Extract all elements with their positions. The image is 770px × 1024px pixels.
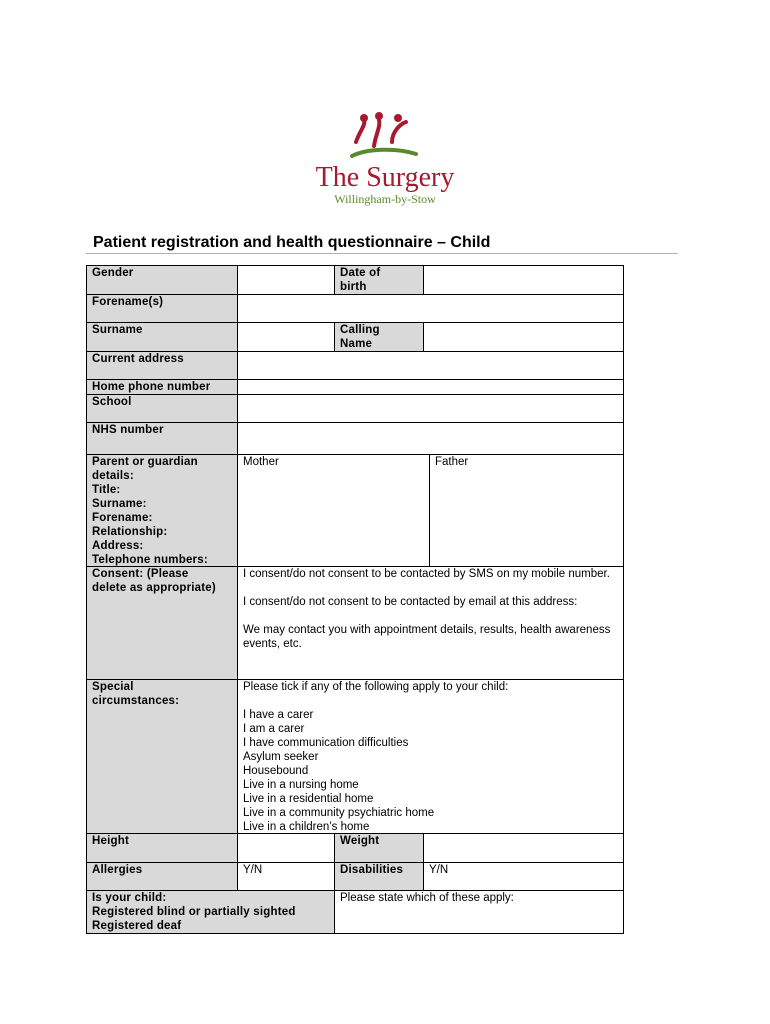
special-item[interactable]: I have a carer (243, 709, 314, 721)
gender-field[interactable] (237, 265, 335, 295)
special-circumstances-label: Special circumstances: (86, 679, 238, 834)
special-circumstances-field[interactable] (237, 679, 624, 834)
disabilities-label: Disabilities (334, 862, 424, 891)
allergies-field[interactable] (237, 862, 335, 891)
special-item[interactable]: Live in a children’s home (243, 821, 370, 833)
school-field[interactable] (237, 394, 624, 423)
dob-field[interactable] (423, 265, 624, 295)
forename-label: Forename(s) (86, 294, 238, 323)
father-details-field[interactable] (429, 454, 624, 567)
height-field[interactable] (237, 833, 335, 863)
child-registration-field[interactable] (334, 890, 624, 934)
forename-field[interactable] (237, 294, 624, 323)
father-label: Father (435, 456, 469, 468)
weight-field[interactable] (423, 833, 624, 863)
consent-sms-text: I consent/do not consent to be contacted by SMS on my mobile number. (243, 568, 610, 580)
special-item[interactable]: Live in a community psychiatric home (243, 807, 435, 819)
dob-label: Date of birth (334, 265, 424, 295)
consent-label: Consent: (Please delete as appropriate) (86, 566, 238, 680)
address-label: Current address (86, 351, 238, 380)
leaf-figures-icon (348, 112, 422, 164)
special-item[interactable]: I have communication difficulties (243, 737, 409, 749)
child-registration-prompt: Please state which of these apply: (340, 892, 514, 904)
allergies-label: Allergies (86, 862, 238, 891)
surname-field[interactable] (237, 322, 335, 352)
calling-name-field[interactable] (423, 322, 624, 352)
mother-details-field[interactable] (237, 454, 430, 567)
special-item[interactable]: Housebound (243, 765, 309, 777)
special-item[interactable]: Asylum seeker (243, 751, 319, 763)
disabilities-value: Y/N (429, 864, 449, 876)
surgery-logo (300, 112, 470, 208)
consent-email-text: I consent/do not consent to be contacted by email at this address: (243, 596, 578, 608)
page-title: Patient registration and health questionnaire – Child (93, 234, 491, 251)
special-item[interactable]: Live in a residential home (243, 793, 374, 805)
home-phone-field[interactable] (237, 379, 624, 395)
special-item[interactable]: Live in a nursing home (243, 779, 359, 791)
weight-label: Weight (334, 833, 424, 863)
disabilities-field[interactable] (423, 862, 624, 891)
special-intro-text: Please tick if any of the following apply to your child: (243, 681, 509, 693)
school-label: School (86, 394, 238, 423)
address-field[interactable] (237, 351, 624, 380)
child-registration-label: Is your child: Registered blind or partially sighted Registered deaf (86, 890, 335, 934)
special-item[interactable]: I am a carer (243, 723, 305, 735)
title-divider (86, 253, 678, 254)
consent-note-text: We may contact you with appointment details, results, health awareness events, etc. (243, 624, 611, 650)
gender-label: Gender (86, 265, 238, 295)
nhs-label: NHS number (86, 422, 238, 455)
home-phone-label: Home phone number (86, 379, 238, 395)
logo-subtitle: Willingham-by-Stow (334, 192, 436, 206)
height-label: Height (86, 833, 238, 863)
logo-title: The Surgery (315, 162, 455, 193)
calling-name-label: Calling Name (334, 322, 424, 352)
surname-label: Surname (86, 322, 238, 352)
allergies-value: Y/N (243, 864, 263, 876)
nhs-field[interactable] (237, 422, 624, 455)
mother-label: Mother (243, 456, 279, 468)
parent-details-label: Parent or guardian details: Title: Surname: Forename: Relationship: Address: Telephone numbers: (86, 454, 238, 567)
consent-field[interactable] (237, 566, 624, 680)
